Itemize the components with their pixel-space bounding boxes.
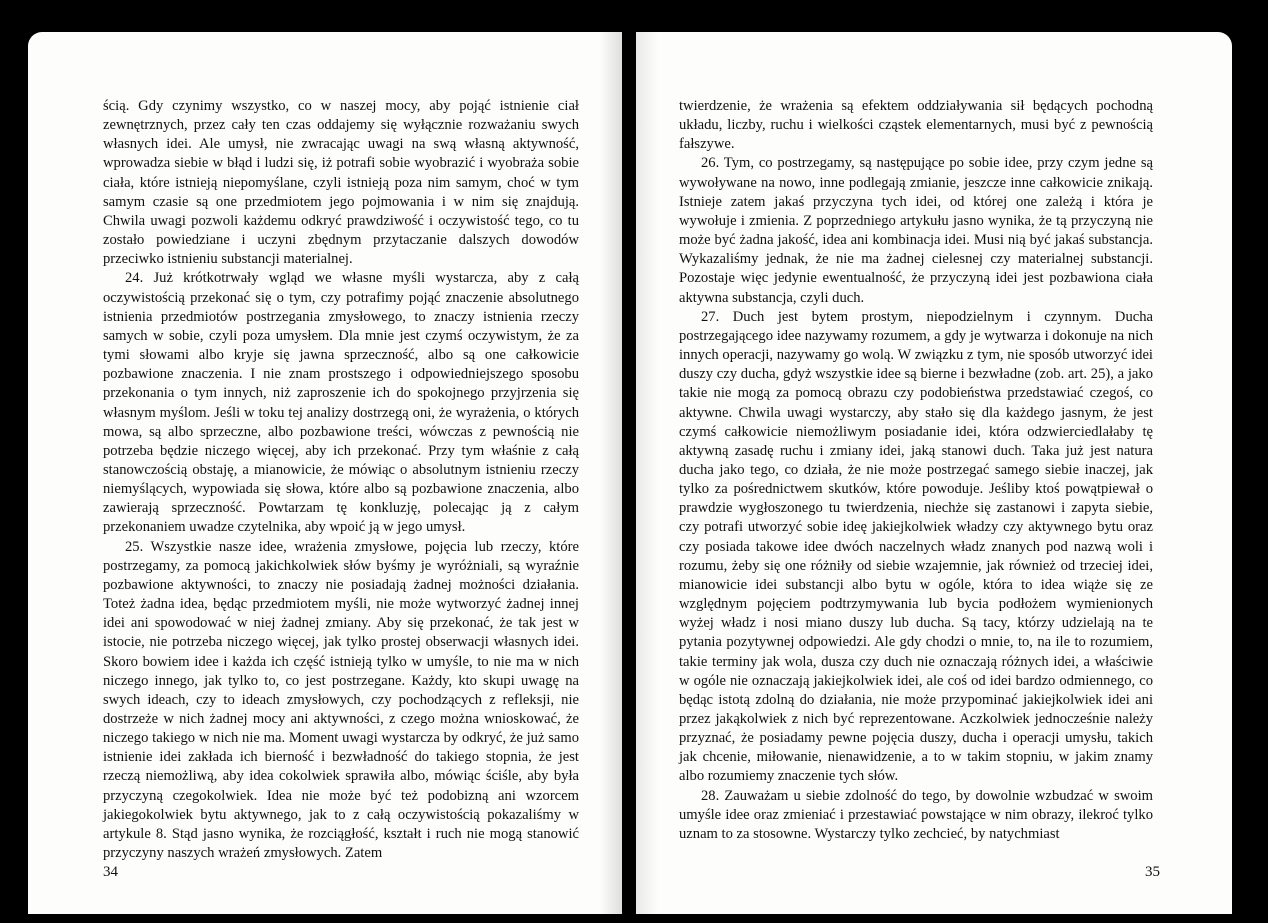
- paragraph: 28. Zauważam u siebie zdolność do tego, by dowolnie wzbudzać w swoim umyśle idee oraz zmieniać i przestawiać powstające w nim obrazy, ilekroć tylko uznam to za stosowne. Wystarczy tylko zechcieć, by natychmiast: [679, 787, 1153, 842]
- paragraph: 25. Wszystkie nasze idee, wrażenia zmysłowe, pojęcia lub rzeczy, które postrzegamy, za pomocą jakichkolwiek słów byśmy je wyróżniali, są wyraźnie pozbawione aktywności, to znaczy nie posiadają żadnej możności działania. Toteż żadna idea, będąc przedmiotem myśli, nie może wytworzyć żadnej innej idei ani spowodować w niej żadnej zmiany. Aby się przekonać, że tak jest w istocie, nie potrzeba niczego więcej, jak tylko prostej obserwacji własnych idei. Skoro bowiem idee i każda ich część istnieją tylko w umyśle, to nie ma w nich niczego innego, jak tylko to, co jest postrzegane. Każdy, kto skupi uwagę na swych ideach, czy to ideach zmysłowych, czy pochodzących z refleksji, nie dostrzeże w nich żadnej mocy ani aktywności, z czego można wnioskować, że niczego takiego w nich nie ma. Moment uwagi wystarcza by odkryć, że już samo istnienie idei zakłada ich bierność i bezwładność do takiego stopnia, że jest rzeczą niemożliwą, aby idea cokolwiek sprawiła albo, mówiąc ściśle, aby była przyczyną czegokolwiek. Idea nie może być też podobizną ani wzorcem jakiegokolwiek bytu aktywnego, jak to z całą oczywistością pokazaliśmy w artykule 8. Stąd jasno wynika, że rozciągłość, kształt i ruch nie mogą stanowić przyczyny naszych wrażeń zmysłowych. Zatem: [103, 538, 579, 862]
- right-page: [636, 32, 1232, 914]
- paragraph: 24. Już krótkotrwały wgląd we własne myśli wystarcza, aby z całą oczywistością przekonać się o tym, czy potrafimy pojąć znaczenie absolutnego istnienia przedmiotów postrzegania zmysłowego, to znaczy istnienia rzeczy samych w sobie, czyli poza umysłem. Dla mnie jest czymś oczywistym, że za tymi słowami albo kryje się jawna sprzeczność, albo są one całkowicie pozbawione znaczenia. I nie znam prostszego i odpowiedniejszego sposobu przekonania o tym innych, niż zaproszenie ich do spokojnego przyjrzenia się własnym myślom. Jeśli w toku tej analizy dostrzegą oni, że wyrażenia, o których mowa, są albo sprzeczne, albo pozbawione treści, wówczas z pewnością nie potrzeba będzie niczego więcej, aby ich przekonać. Przy tym właśnie z całą stanowczością obstaję, a mianowicie, że mówiąc o absolutnym istnieniu rzeczy niemyślących, wypowiada się słowa, które albo są pozbawione znaczenia, albo zawierają sprzeczność. Powtarzam tę konkluzję, polecając ją z całym przekonaniem uwadze czytelnika, aby wpoić ją w jego umysł.: [103, 270, 579, 536]
- page-number: 34: [103, 864, 118, 880]
- left-page: [28, 32, 622, 914]
- paragraph: 26. Tym, co postrzegamy, są następujące po sobie idee, przy czym jedne są wywoływane na nowo, inne podlegają zmianie, jeszcze inne całkowicie znikają. Istnieje zatem jakaś przyczyna tych idei, od której one zależą i która je wywołuje i zmienia. Z poprzedniego artykułu jasno wynika, że tą przyczyną nie może być żadna jakość, idea ani kombinacja idei. Musi nią być jakaś substancja. Wykazaliśmy jednak, że nie ma żadnej cielesnej czy materialnej substancji. Pozostaje więc jedynie ewentualność, że przyczyną idei jest pozbawiona ciała aktywna substancja, czyli duch.: [679, 155, 1153, 306]
- paragraph: ścią. Gdy czynimy wszystko, co w naszej mocy, aby pojąć istnienie ciał zewnętrznych, przez cały ten czas oddajemy się wyłącznie rozważaniu swych własnych idei. Ale umysł, nie zwracając uwagi na swą własną aktywność, wprowadza siebie w błąd i ludzi się, iż potrafi sobie wyobrazić i wyobraża sobie ciała, które istnieją niepomyślane, czyli istnieją poza nim samym, choć w tym samym czasie są one przedmiotem jego pojmowania i w nim się znajdują. Chwila uwagi pozwoli każdemu odkryć prawdziwość i oczywistość tego, co tu zostało powiedziane i uczyni zbędnym przytaczanie dalszych dowodów przeciwko istnieniu substancji materialnej.: [103, 98, 579, 268]
- paragraph: twierdzenie, że wrażenia są efektem oddziaływania sił będących pochodną układu, liczby, ruchu i wielkości cząstek elementarnych, musi być z pewnością fałszywe.: [679, 98, 1153, 153]
- right-page-text: [679, 97, 1153, 844]
- gutter-shadow: [636, 32, 658, 914]
- paragraph: 27. Duch jest bytem prostym, niepodzielnym i czynnym. Ducha postrzegającego idee nazywamy rozumem, a gdy je wytwarza i dokonuje na nich innych operacji, nazywamy go wolą. W związku z tym, nie sposób utworzyć idei duszy czy ducha, gdyż wszystkie idee są bierne i bezwładne (zob. art. 25), a jako takie nie mogą za pomocą obrazu czy podobieństwa przedstawiać czegoś, co aktywne. Chwila uwagi wystarczy, aby stało się dla każdego jasnym, że jest czymś całkowicie niemożliwym posiadanie idei, która odzwierciedlałaby tę aktywną zasadę ruchu i zmiany idei, jaką stanowi duch. Taka już jest natura ducha jako tego, co działa, że nie może postrzegać samego siebie inaczej, jak tylko za pośrednictwem skutków, które powoduje. Jeśliby ktoś powątpiewał o prawdzie wygłoszonego tu twierdzenia, niechże się zastanowi i zapyta siebie, czy potrafi utworzyć sobie ideę jakiejkolwiek władzy czy aktywnego bytu oraz czy posiada takowe idee dwóch naczelnych władz znanych pod nazwą woli i rozumu, żeby się one różniły od siebie wzajemnie, jak również od trzeciej idei, mianowicie idei substancji albo bytu w ogóle, która to idea wiąże się ze względnym pojęciem podtrzymywania lub bycia podłożem wymienionych wyżej władz i nosi miano duszy lub ducha. Są tacy, którzy udzielają na te pytania pozytywnej odpowiedzi. Ale gdy chodzi o mnie, to, na ile to rozumiem, takie terminy jak wola, dusza czy duch nie oznaczają różnych idei, a właściwie w ogóle nie oznaczają jakiejkolwiek idei, ale coś od idei bardzo odmiennego, co będąc istotą zdolną do działania, nie może przypominać jakiejkolwiek idei ani przez jakąkolwiek z nich być reprezentowane. Aczkolwiek jednocześnie należy przyznać, że posiadamy pewne pojęcia duszy, ducha i operacji umysłu, takich jak chcenie, miłowanie, nienawidzenie, a to w takim stopniu, w jakim znamy albo rozumiemy znaczenie tych słów.: [679, 308, 1153, 785]
- gutter-shadow: [600, 32, 622, 914]
- left-page-text: [103, 97, 579, 863]
- page-number: 35: [1145, 864, 1160, 880]
